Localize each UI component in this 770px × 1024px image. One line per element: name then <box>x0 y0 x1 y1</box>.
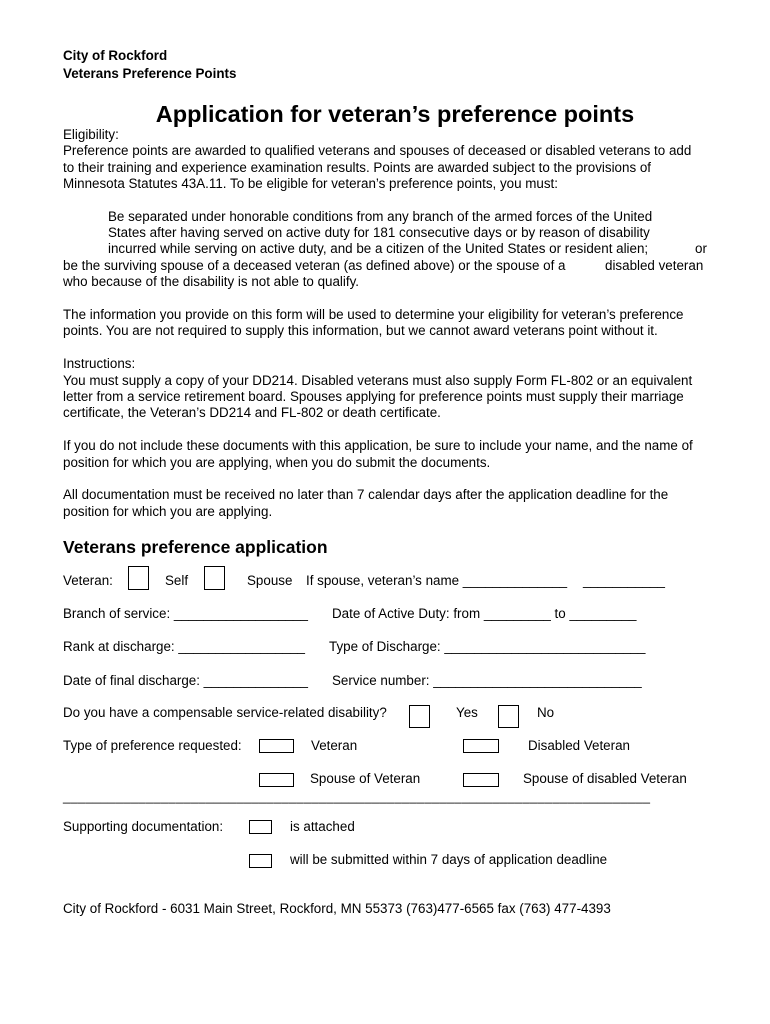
rank-at-discharge-field[interactable]: Rank at discharge: _________________ <box>63 639 305 654</box>
veteran-label: Veteran: <box>63 573 113 588</box>
note-text-line: If you do not include these documents with this application, be sure to include your name, and the name of <box>63 438 693 453</box>
spouse-of-disabled-veteran-option-label: Spouse of disabled Veteran <box>523 771 687 786</box>
spouse-of-veteran-checkbox[interactable] <box>259 773 294 787</box>
eligibility-text-line: to their training and experience examination results. Points are awarded subject to the provisions of <box>63 160 652 175</box>
service-number-field[interactable]: Service number: ____________________________ <box>332 673 642 688</box>
eligibility-condition-line: who because of the disability is not able to qualify. <box>63 274 360 289</box>
page-title: Application for veteran’s preference points <box>155 101 635 127</box>
eligibility-text-line: Minnesota Statutes 43A.11. To be eligible for veteran’s preference points, you must: <box>63 176 559 191</box>
final-discharge-date-field[interactable]: Date of final discharge: ______________ <box>63 673 308 688</box>
docs-will-submit-checkbox[interactable] <box>249 854 272 868</box>
veteran-checkbox[interactable] <box>259 739 294 753</box>
footer-address: City of Rockford - 6031 Main Street, Rockford, MN 55373 (763)477-6565 fax (763) 477-4393 <box>63 901 611 916</box>
yes-label: Yes <box>456 705 478 720</box>
no-label: No <box>537 705 555 720</box>
docs-attached-label: is attached <box>290 819 355 834</box>
eligibility-condition-line: States after having served on active duty for 181 consecutive days or by reason of disability <box>108 225 650 240</box>
disability-no-checkbox[interactable] <box>498 705 519 728</box>
spouse-checkbox[interactable] <box>204 566 225 590</box>
active-duty-dates-field[interactable]: Date of Active Duty: from _________ to _________ <box>332 606 637 621</box>
instructions-text-line: letter from a service retirement board. Spouses applying for preference points must supply their marriage <box>63 389 684 404</box>
note-text-line: All documentation must be received no later than 7 calendar days after the application deadline for the <box>63 487 669 502</box>
veteran-option-label: Veteran <box>311 738 358 753</box>
docs-attached-checkbox[interactable] <box>249 820 272 834</box>
instructions-text-line: certificate, the Veteran’s DD214 and FL-802 or death certificate. <box>63 405 441 420</box>
disabled-veteran-checkbox[interactable] <box>463 739 499 753</box>
spouse-of-disabled-veteran-checkbox[interactable] <box>463 773 499 787</box>
veteran-name-field-line[interactable]: ___________ <box>583 573 665 588</box>
org-name: City of Rockford <box>63 48 168 63</box>
branch-of-service-field[interactable]: Branch of service: __________________ <box>63 606 308 621</box>
disability-yes-checkbox[interactable] <box>409 705 430 728</box>
spouse-label: Spouse <box>247 573 293 588</box>
veteran-name-field[interactable]: If spouse, veteran’s name ______________ <box>306 573 568 588</box>
eligibility-text-line: Preference points are awarded to qualified veterans and spouses of deceased or disabled veterans to add <box>63 143 692 158</box>
docs-will-submit-label: will be submitted within 7 days of application deadline <box>290 852 608 867</box>
self-checkbox[interactable] <box>128 566 149 590</box>
preference-type-label: Type of preference requested: <box>63 738 242 753</box>
eligibility-heading: Eligibility: <box>63 127 119 142</box>
eligibility-condition-line: incurred while serving on active duty, and be a citizen of the United States or resident alien; <box>108 241 649 256</box>
instructions-text-line: You must supply a copy of your DD214. Disabled veterans must also supply Form FL-802 or an equivalent <box>63 373 693 388</box>
instructions-heading: Instructions: <box>63 356 136 371</box>
eligibility-condition-line: disabled veteran <box>605 258 704 273</box>
section-divider: ______________________________________________________________________________ <box>63 789 651 804</box>
disabled-veteran-option-label: Disabled Veteran <box>528 738 630 753</box>
eligibility-condition-line: Be separated under honorable conditions from any branch of the armed forces of the United <box>108 209 653 224</box>
disability-question: Do you have a compensable service-related disability? <box>63 705 387 720</box>
privacy-text-line: points. You are not required to supply this information, but we cannot award veterans point without it. <box>63 323 658 338</box>
discharge-type-field[interactable]: Type of Discharge: ___________________________ <box>329 639 646 654</box>
supporting-docs-label: Supporting documentation: <box>63 819 224 834</box>
privacy-text-line: The information you provide on this form will be used to determine your eligibility for veteran’s preference <box>63 307 684 322</box>
spouse-of-veteran-option-label: Spouse of Veteran <box>310 771 421 786</box>
self-label: Self <box>165 573 189 588</box>
note-text-line: position for which you are applying, when you do submit the documents. <box>63 455 491 470</box>
document-subtitle: Veterans Preference Points <box>63 66 237 81</box>
note-text-line: position for which you are applying. <box>63 504 273 519</box>
form-heading: Veterans preference application <box>63 537 328 557</box>
eligibility-condition-line: be the surviving spouse of a deceased veteran (as defined above) or the spouse of a <box>63 258 566 273</box>
or-word: or <box>695 241 707 256</box>
